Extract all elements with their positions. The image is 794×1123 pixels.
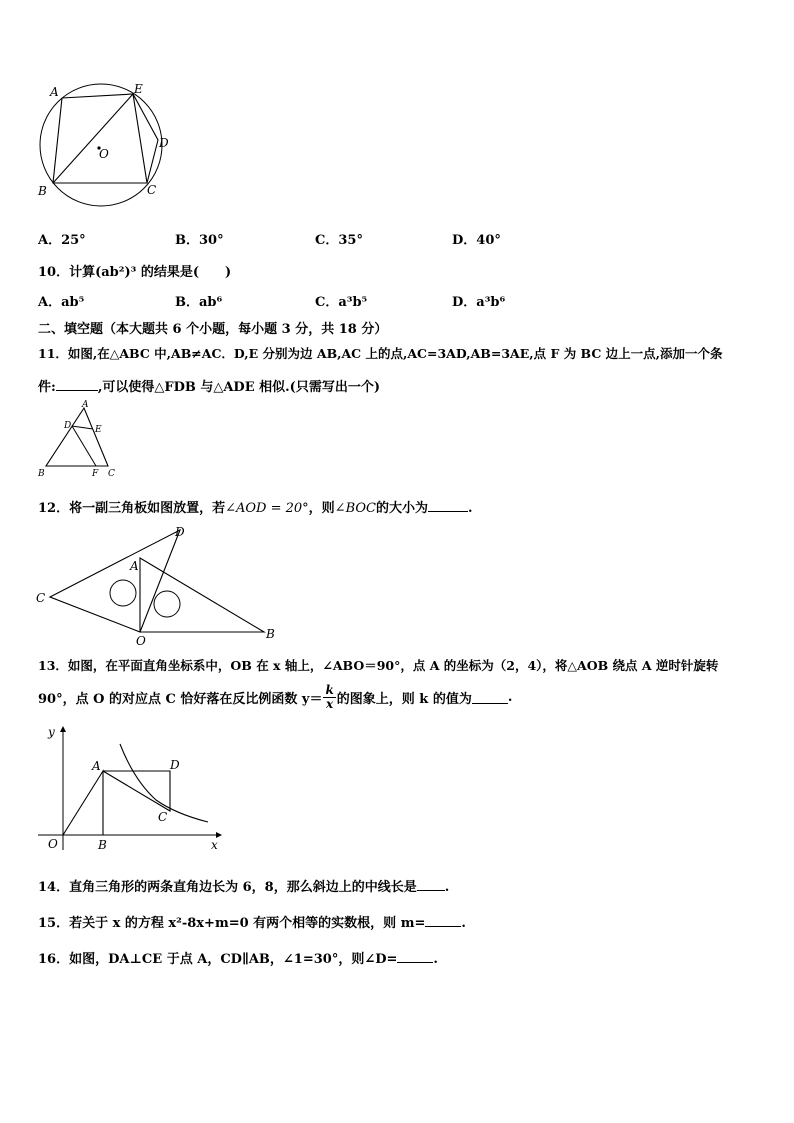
q9-label-c: C (147, 183, 157, 197)
q16-end: . (433, 952, 438, 967)
q13-stem-line2 (38, 684, 512, 711)
q15-end: . (461, 916, 466, 931)
q10-option-d: D．a³b⁶ (452, 295, 506, 310)
q13-fraction (323, 684, 335, 711)
q12-label-b: B (266, 627, 275, 641)
q16-stem (38, 948, 438, 967)
q15-stem (38, 912, 466, 931)
q11-line2-rest: ,可以使得△FDB 与△ADE 相似.(只需写出一个) (97, 380, 380, 395)
q10-stem: 10．计算(ab²)³ 的结果是( ) (38, 265, 232, 280)
q14-text: 14．直角三角形的两条直角边长为 6，8，那么斜边上的中线长是 (38, 880, 417, 895)
q9-label-a: A (50, 85, 59, 99)
q11-label-e: E (95, 425, 102, 435)
q11-triangle-abc (46, 408, 108, 466)
q13-stem-line1: 13．如图，在平面直角坐标系中，OB 在 x 轴上，∠ABO＝90°，点 A 的坐标为（2，4），将△AOB 绕点 A 逆时针旋转 (38, 658, 719, 673)
q13-line2-rest: 的图象上，则 k 的值为 (336, 692, 472, 707)
q14-end: . (444, 880, 450, 895)
q11-stem-line2 (38, 376, 380, 395)
q12-text-end: . (467, 501, 473, 516)
q9-option-c: C．35° (315, 233, 363, 248)
q9-chord-be (53, 94, 133, 183)
q11-answer-blank[interactable] (56, 378, 98, 391)
q12-triangle-aob (140, 558, 264, 632)
q11-triangle-figure (36, 400, 126, 480)
q11-label-a: A (82, 400, 89, 410)
q12-triangle-cdo (50, 530, 180, 632)
q12-label-d: D (175, 525, 185, 539)
q12-hole-left (110, 580, 136, 606)
q13-label-y: y (48, 725, 55, 739)
q13-coordinate-figure (36, 722, 236, 854)
q12-label-o: O (136, 634, 146, 648)
q12-stem (38, 497, 473, 516)
q12-text-mid: ，则 (308, 501, 335, 516)
q9-option-d: D．40° (452, 233, 501, 248)
q16-answer-blank[interactable] (397, 950, 433, 963)
q11-label-c: C (108, 469, 115, 479)
q10-option-b: B．ab⁶ (175, 295, 223, 310)
q12-condition: ∠AOD = 20° (225, 501, 309, 516)
q10-option-a: A．ab⁵ (38, 295, 85, 310)
section-heading-fill-blank: 二、填空题（本大题共 6 个小题，每小题 3 分，共 18 分） (38, 322, 388, 337)
q11-label-d: D (64, 421, 72, 431)
q9-option-a: A．25° (38, 233, 86, 248)
q13-answer-blank[interactable] (472, 691, 508, 704)
q13-label-d: D (170, 758, 180, 772)
q13-line2-start: 90°，点 O 的对应点 C 恰好落在反比例函数 y＝ (38, 692, 323, 707)
q12-hole-right (154, 591, 180, 617)
q15-answer-blank[interactable] (425, 914, 461, 927)
q9-option-b: B．30° (175, 233, 224, 248)
q11-stem-line1: 11．如图,在△ABC 中,AB≠AC．D,E 分别为边 AB,AC 上的点,AC=3AD,AB=3AE,点 F 为 BC 边上一点,添加一个条 (38, 346, 723, 361)
q12-answer-blank[interactable] (428, 499, 468, 512)
q9-circle-figure (30, 80, 180, 216)
q13-line2-end: . (507, 690, 513, 705)
q13-label-c: C (158, 810, 168, 824)
q11-segment-de (72, 426, 93, 429)
q13-label-o: O (48, 837, 58, 851)
q12-label-a: A (130, 559, 139, 573)
q13-fraction-denominator: x (326, 697, 334, 711)
q9-circle (40, 84, 162, 206)
q12-label-c: C (36, 591, 46, 605)
q11-label-b: B (38, 469, 45, 479)
q13-fraction-numerator: k (325, 683, 334, 697)
q10-option-c: C．a³b⁵ (315, 295, 368, 310)
q12-target-angle: ∠BOC (334, 501, 376, 516)
q11-segment-df (72, 426, 96, 466)
q13-label-x: x (211, 838, 218, 852)
q11-label-f: F (92, 469, 99, 479)
q9-label-e: E (134, 82, 143, 96)
q9-label-b: B (38, 184, 47, 198)
q13-y-axis-arrow (60, 726, 66, 732)
q11-line2-start: 件: (38, 380, 56, 395)
q9-label-o: O (99, 147, 109, 161)
q13-triangle-aob (63, 771, 103, 835)
q12-text-tail: 的大小为 (375, 501, 428, 516)
q15-text: 15．若关于 x 的方程 x²-8x+m=0 有两个相等的实数根，则 m= (38, 916, 426, 931)
q16-text: 16．如图，DA⊥CE 于点 A，CD∥AB，∠1=30°，则∠D= (38, 952, 398, 967)
q9-label-d: D (159, 136, 169, 150)
q12-set-squares-figure (30, 522, 290, 648)
q14-answer-blank[interactable] (417, 878, 445, 891)
q14-stem (38, 876, 449, 895)
q13-label-b: B (98, 838, 107, 852)
q12-text-start: 12．将一副三角板如图放置，若 (38, 501, 226, 516)
q13-label-a: A (92, 759, 101, 773)
q9-polygon (53, 94, 158, 183)
